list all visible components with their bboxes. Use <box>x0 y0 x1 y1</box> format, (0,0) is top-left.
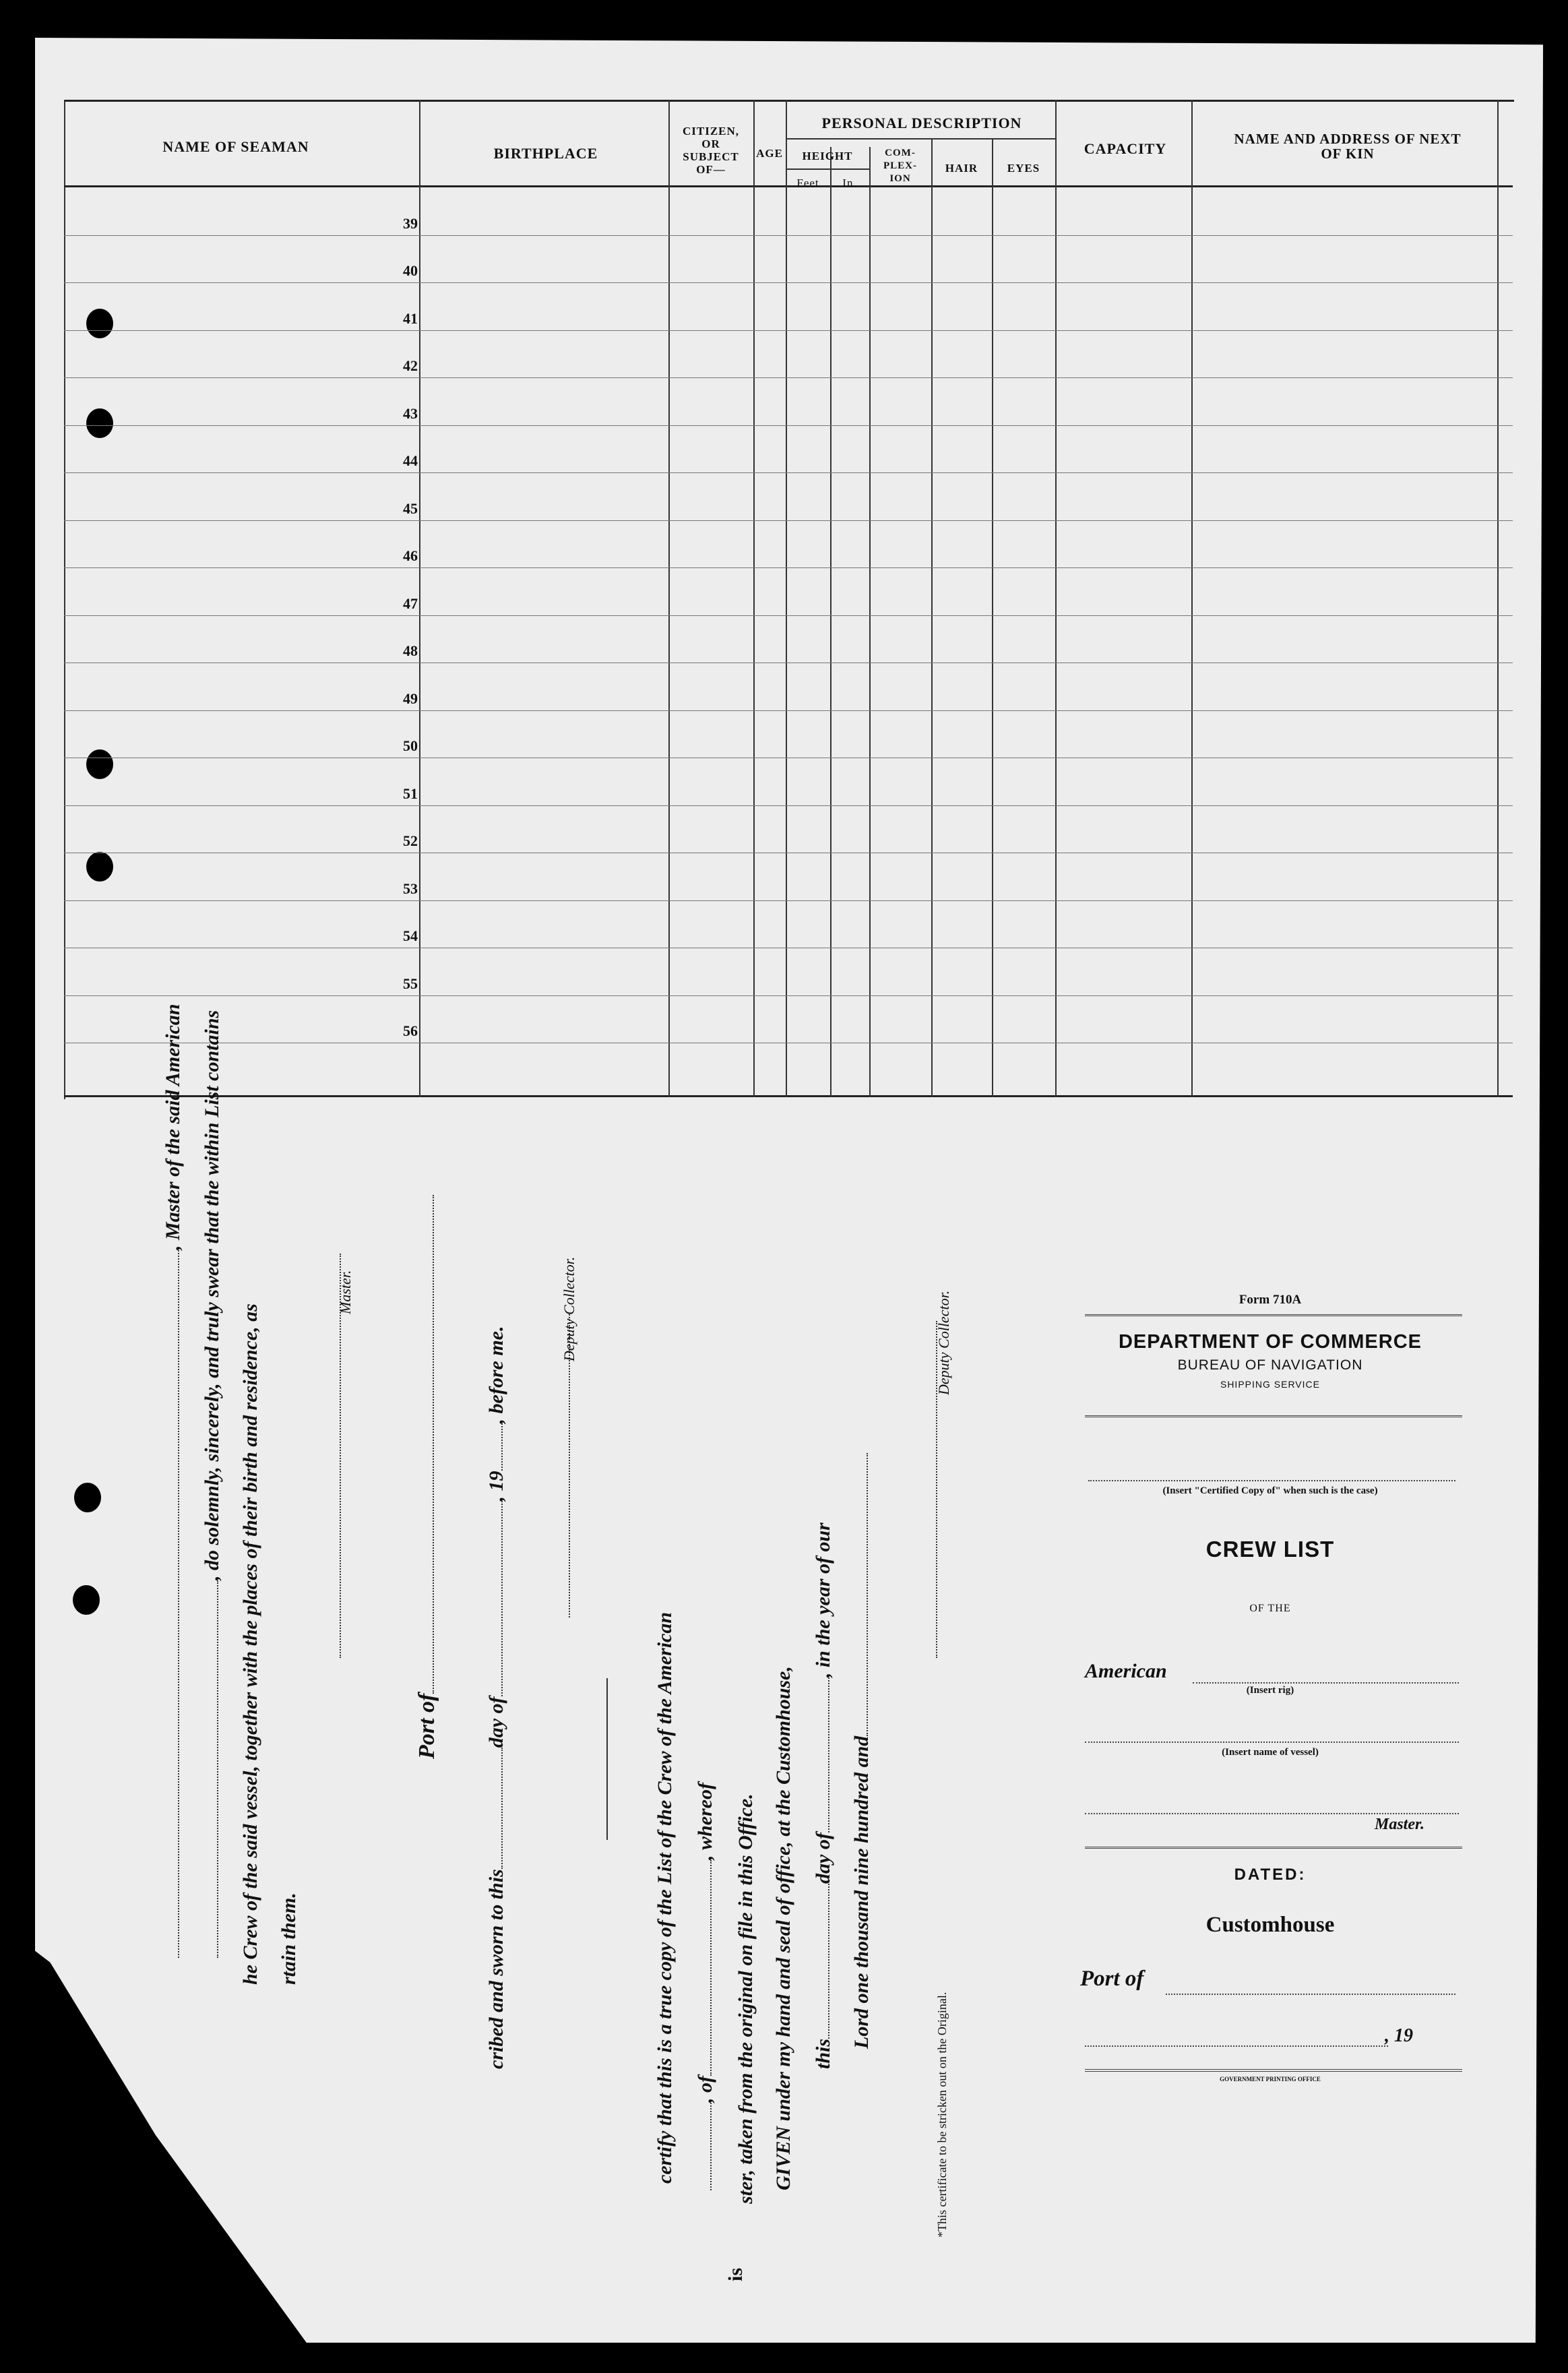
row-line <box>64 662 1513 663</box>
row-line <box>64 330 1513 331</box>
master-line <box>1085 1813 1459 1814</box>
header-complexion: COM-PLEX-ION <box>883 148 917 184</box>
cert-line-1: certify that this is a true copy of the List of the Crew of the American <box>654 1611 676 2184</box>
row-number: 39 <box>403 214 418 232</box>
row-number: 42 <box>403 357 418 374</box>
form-number: Form 710A <box>1238 1293 1302 1307</box>
master-label: Master. <box>337 1270 354 1314</box>
row-line <box>64 995 1513 996</box>
punch-hole <box>74 1483 101 1512</box>
master-signature-line <box>323 1254 346 1658</box>
cert-line-3: ster, taken from the original on file in this Office. <box>734 1793 757 2204</box>
printer-credit: GOVERNMENT PRINTING OFFICE <box>1220 2076 1321 2083</box>
dated-label: DATED: <box>1234 1866 1307 1884</box>
row-number: 41 <box>403 309 418 327</box>
header-height: HEIGHT <box>802 150 853 162</box>
row-line <box>64 900 1513 901</box>
row-number: 52 <box>403 832 418 849</box>
cover-year: , 19 <box>1385 2025 1413 2046</box>
crew-table <box>64 100 1514 1099</box>
header-feet: Feet <box>796 177 819 189</box>
oath-line-4: rtain them. <box>278 1892 300 1985</box>
shipping-service: SHIPPING SERVICE <box>1220 1379 1320 1390</box>
deputy-collector-2: Deputy Collector. <box>935 1290 952 1395</box>
header-citizen: CITIZEN, OR SUBJECT OF— <box>682 125 740 176</box>
row-number: 48 <box>403 642 418 659</box>
row-line <box>64 235 1513 236</box>
cert-line-6: Lord one thousand nine hundred and <box>850 1453 873 2049</box>
oath-line-2: , do solemnly, sincerely, and truly swear that the within List contains <box>201 1010 224 1958</box>
port-label: Port of <box>414 1195 440 1759</box>
row-number: 47 <box>403 594 418 612</box>
header-next-of-kin: NAME AND ADDRESS OF NEXT OF KIN <box>1234 131 1462 162</box>
american-label: American <box>1085 1660 1167 1682</box>
cover-rule <box>1085 1314 1462 1316</box>
col-divider <box>830 147 832 1097</box>
row-line <box>64 520 1513 521</box>
certified-copy-line <box>1088 1480 1455 1481</box>
cover-rule <box>1085 1847 1462 1849</box>
crew-list-title: CREW LIST <box>1205 1537 1335 1562</box>
row-line <box>64 710 1513 711</box>
cover-rule <box>1085 2069 1462 2072</box>
header-inches: In. <box>842 177 857 189</box>
oath-line-3: he Crew of the said vessel, together with the places of their birth and residence, as <box>239 1303 261 1985</box>
personal-underline <box>786 138 1055 140</box>
cert-line-4: GIVEN under my hand and seal of office, at the Customhouse, <box>772 1666 794 2190</box>
rig-line <box>1193 1682 1459 1684</box>
header-personal: PERSONAL DESCRIPTION <box>821 115 1022 131</box>
date-line <box>1085 2045 1388 2047</box>
row-line <box>64 282 1513 283</box>
row-line <box>64 615 1513 616</box>
header-capacity: CAPACITY <box>1084 140 1167 157</box>
row-number: 55 <box>403 975 418 992</box>
cover-port-label: Port of <box>1080 1967 1144 1991</box>
deputy-collector-1: Deputy Collector. <box>561 1256 577 1361</box>
row-number: 40 <box>403 262 418 279</box>
insert-certified-note: (Insert "Certified Copy of" when such is the case) <box>1162 1485 1378 1496</box>
of-the: OF THE <box>1249 1603 1291 1614</box>
cert-line-5: thisday of, in the year of our <box>812 1522 834 2069</box>
row-number: 46 <box>403 547 418 564</box>
department: DEPARTMENT OF COMMERCE <box>1118 1331 1422 1353</box>
insert-rig-note: (Insert rig) <box>1246 1685 1294 1696</box>
col-divider <box>869 147 871 1097</box>
header-name: NAME OF SEAMAN <box>162 138 309 155</box>
row-line <box>64 425 1513 426</box>
row-number: 45 <box>403 499 418 517</box>
header-birthplace: BIRTHPLACE <box>493 145 598 162</box>
row-number: 56 <box>403 1022 418 1039</box>
port-line <box>1166 1994 1455 1995</box>
cert-footnote: *This certificate to be stricken out on the Original. <box>935 1992 949 2238</box>
row-number: 43 <box>403 404 418 422</box>
oath-line-1: , Master of the said American <box>162 1004 185 1958</box>
row-line <box>64 805 1513 806</box>
sworn-line: cribed and sworn to thisday of, 19, before me. <box>485 1326 507 2069</box>
insert-name-note: (Insert name of vessel) <box>1222 1747 1319 1758</box>
header-hair: HAIR <box>945 162 978 175</box>
row-number: 51 <box>403 784 418 802</box>
row-line <box>64 472 1513 473</box>
cert-mark: is <box>724 2267 747 2281</box>
cover-rule <box>1085 1415 1462 1417</box>
row-line <box>64 377 1513 378</box>
row-number: 54 <box>403 927 418 944</box>
punch-hole <box>73 1585 100 1615</box>
customhouse-label: Customhouse <box>1205 1913 1335 1937</box>
row-number: 53 <box>403 880 418 897</box>
row-number: 50 <box>403 737 418 754</box>
bureau: BUREAU OF NAVIGATION <box>1177 1357 1363 1373</box>
header-eyes: EYES <box>1007 162 1040 175</box>
row-line <box>64 567 1513 568</box>
header-age: AGE <box>756 147 783 160</box>
cover-master-label: Master. <box>1375 1816 1425 1833</box>
table-bottom <box>64 1095 1513 1097</box>
divider-line <box>606 1678 608 1840</box>
row-number: 49 <box>403 689 418 707</box>
cert-line-2: , of, whereof <box>694 1783 717 2190</box>
vessel-name-line <box>1085 1742 1459 1743</box>
row-number: 44 <box>403 452 418 469</box>
height-underline <box>786 168 869 170</box>
